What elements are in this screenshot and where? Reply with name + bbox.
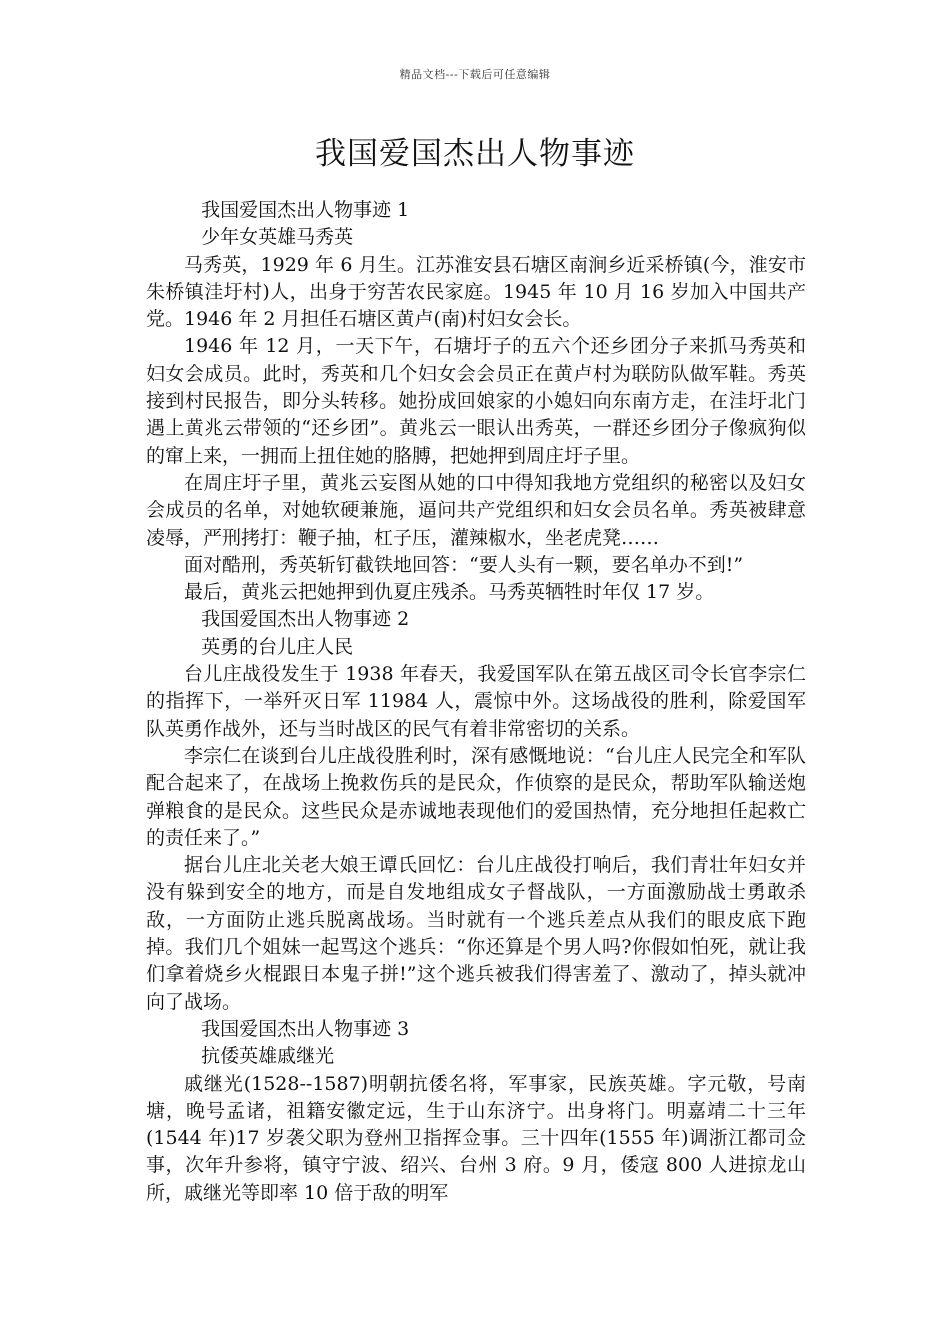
section-heading: 我国爱国杰出人物事迹 1 (201, 199, 410, 221)
header-note: 精品文档---下载后可任意编辑 (399, 68, 551, 81)
document-body (146, 197, 806, 1207)
section-subtitle: 少年女英雄马秀英 (201, 226, 354, 249)
paragraph: 最后，黄兆云把她押到仇夏庄残杀。马秀英牺牲时年仅 17 岁。 (184, 581, 715, 604)
paragraph: 台儿庄战役发生于 1938 年春天，我爱国军队在第五战区司令长官李宗仁的指挥下，一举歼灭日军 11984 人，震惊中外。这场战役的胜利，除爱国军队英勇作战外，还与当时战区的民气有着非常密切的关系。 (146, 663, 806, 740)
paragraph: 据台儿庄北关老大娘王谭氏回忆：台儿庄战役打响后，我们青壮年妇女并没有躲到安全的地方，而是自发地组成女子督战队，一方面激励战士勇敢杀敌，一方面防止逃兵脱离战场。当时就有一个逃兵差点从我们的眼皮底下跑掉。我们几个姐妹一起骂这个逃兵：“你还算是个男人吗?你假如怕死，就让我们拿着烧乡火棍跟日本鬼子拼!”这个逃兵被我们得害羞了、激动了，掉头就冲向了战场。 (146, 854, 806, 1013)
paragraph: 1946 年 12 月，一天下午，石塘圩子的五六个还乡团分子来抓马秀英和妇女会成员。此时，秀英和几个妇女会会员正在黄卢村为联防队做军鞋。秀英接到村民报告，即分头转移。她扮成回娘家的小媳妇向东南方走，在洼圩北门遇上黄兆云带领的“还乡团”。黄兆云一眼认出秀英，一群还乡团分子像疯狗似的窜上来，一拥而上扭住她的胳膊，把她押到周庄圩子里。 (146, 335, 806, 467)
paragraph: 戚继光(1528--1587)明朝抗倭名将，军事家，民族英雄。字元敬，号南塘，晚号孟诸，祖籍安徽定远，生于山东济宁。出身将门。明嘉靖二十三年(1544 年)17 岁袭父职为登州卫指挥佥事。三十四年(1555 年)调浙江都司佥事，次年升参将，镇守宁波、绍兴、台州 3 府。9 月，倭寇 800 人进掠龙山所，戚继光等即率 10 倍于敌的明军 (146, 1072, 806, 1204)
paragraph: 在周庄圩子里，黄兆云妄图从她的口中得知我地方党组织的秘密以及妇女会成员的名单，对她软硬兼施，逼问共产党组织和妇女会员名单。秀英被肆意凌辱，严刑拷打：鞭子抽，杠子压，灌辣椒水，坐老虎凳…… (146, 471, 806, 549)
page-title: 我国爱国杰出人物事迹 (315, 136, 635, 172)
section-subtitle: 英勇的台儿庄人民 (201, 635, 354, 658)
paragraph: 李宗仁在谈到台儿庄战役胜利时，深有感慨地说：“台儿庄人民完全和军队配合起来了，在战场上挽救伤兵的是民众，作侦察的是民众，帮助军队输送炮弹粮食的是民众。这些民众是赤诚地表现他们的爱国热情，充分地担任起救亡的责任来了。” (146, 744, 806, 849)
paragraph: 马秀英，1929 年 6 月生。江苏淮安县石塘区南涧乡近采桥镇(今，淮安市朱桥镇洼圩村)人，出身于穷苦农民家庭。1945 年 10 月 16 岁加入中国共产党。1946 年 2 月担任石塘区黄卢(南)村妇女会长。 (146, 253, 806, 331)
section-heading: 我国爱国杰出人物事迹 2 (201, 608, 410, 631)
section-heading: 我国爱国杰出人物事迹 3 (201, 1017, 410, 1040)
section-subtitle: 抗倭英雄戚继光 (201, 1045, 335, 1068)
paragraph: 面对酷刑，秀英斩钉截铁地回答：“要人头有一颗，要名单办不到!” (184, 553, 744, 576)
